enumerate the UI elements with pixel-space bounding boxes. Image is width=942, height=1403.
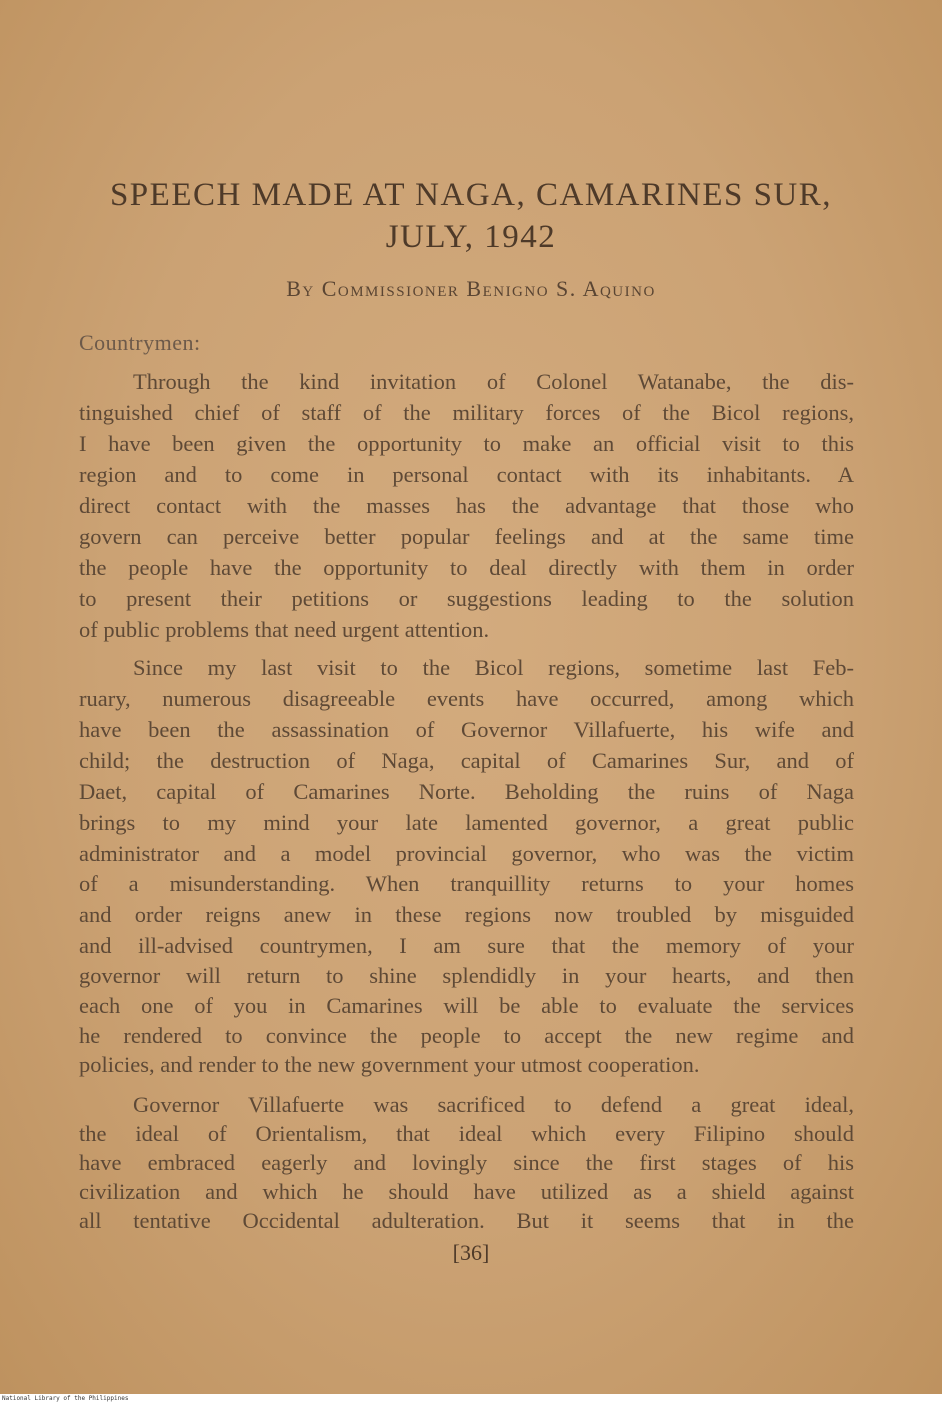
paragraph-1-line: to present their petitions or suggestions leading to the solution (79, 586, 854, 611)
paragraph-2-line: and ill-advised countrymen, I am sure that the memory of your (79, 933, 854, 958)
paragraph-2-line: and order reigns anew in these regions now troubled by misguided (79, 902, 854, 927)
paragraph-1-line: of public problems that need urgent attention. (79, 617, 490, 642)
paragraph-2-line: of a misunderstanding. When tranquillity returns to your homes (79, 871, 854, 896)
paragraph-1-line: Through the kind invitation of Colonel Watanabe, the dis- (133, 369, 854, 394)
paragraph-2-line: child; the destruction of Naga, capital of Camarines Sur, and of (79, 748, 854, 773)
source-credit: National Library of the Philippines (2, 1395, 129, 1402)
title-line-2: JULY, 1942 (385, 219, 557, 255)
paragraph-2-line: Daet, capital of Camarines Norte. Beholding the ruins of Naga (79, 779, 854, 804)
paragraph-3-line: have embraced eagerly and lovingly since the first stages of his (79, 1150, 854, 1175)
paragraph-1-line: govern can perceive better popular feelings and at the same time (79, 524, 854, 549)
paragraph-2-line: administrator and a model provincial governor, who was the victim (79, 841, 854, 866)
paragraph-2-line: ruary, numerous disagreeable events have occurred, among which (79, 686, 854, 711)
paragraph-2-line: policies, and render to the new government your utmost cooperation. (79, 1052, 700, 1077)
footer-strip (0, 1394, 942, 1403)
salutation: Countrymen: (79, 330, 201, 355)
paragraph-1-line: tinguished chief of staff of the military forces of the Bicol regions, (79, 400, 854, 425)
page-number: [36] (452, 1240, 490, 1265)
paragraph-3-line: all tentative Occidental adulteration. But it seems that in the (79, 1208, 854, 1233)
paragraph-2-line: each one of you in Camarines will be able to evaluate the services (79, 993, 854, 1018)
paragraph-1-line: I have been given the opportunity to make an official visit to this (79, 431, 854, 456)
paragraph-2-line: Since my last visit to the Bicol regions, sometime last Feb- (133, 655, 854, 680)
byline: By Commissioner Benigno S. Aquino (286, 276, 656, 301)
paragraph-3-line: civilization and which he should have utilized as a shield against (79, 1179, 854, 1204)
title-line-1: SPEECH MADE AT NAGA, CAMARINES SUR, (109, 177, 833, 213)
paragraph-1-line: the people have the opportunity to deal directly with them in order (79, 555, 854, 580)
paragraph-1-line: region and to come in personal contact with its inhabitants. A (79, 462, 854, 487)
paragraph-2-line: have been the assassination of Governor Villafuerte, his wife and (79, 717, 854, 742)
paragraph-2-line: governor will return to shine splendidly in your hearts, and then (79, 963, 854, 988)
paragraph-2-line: he rendered to convince the people to accept the new regime and (79, 1023, 854, 1048)
paragraph-2-line: brings to my mind your late lamented governor, a great public (79, 810, 854, 835)
paragraph-3-line: Governor Villafuerte was sacrificed to defend a great ideal, (133, 1092, 854, 1117)
paragraph-1-line: direct contact with the masses has the advantage that those who (79, 493, 854, 518)
paragraph-3-line: the ideal of Orientalism, that ideal which every Filipino should (79, 1121, 854, 1146)
